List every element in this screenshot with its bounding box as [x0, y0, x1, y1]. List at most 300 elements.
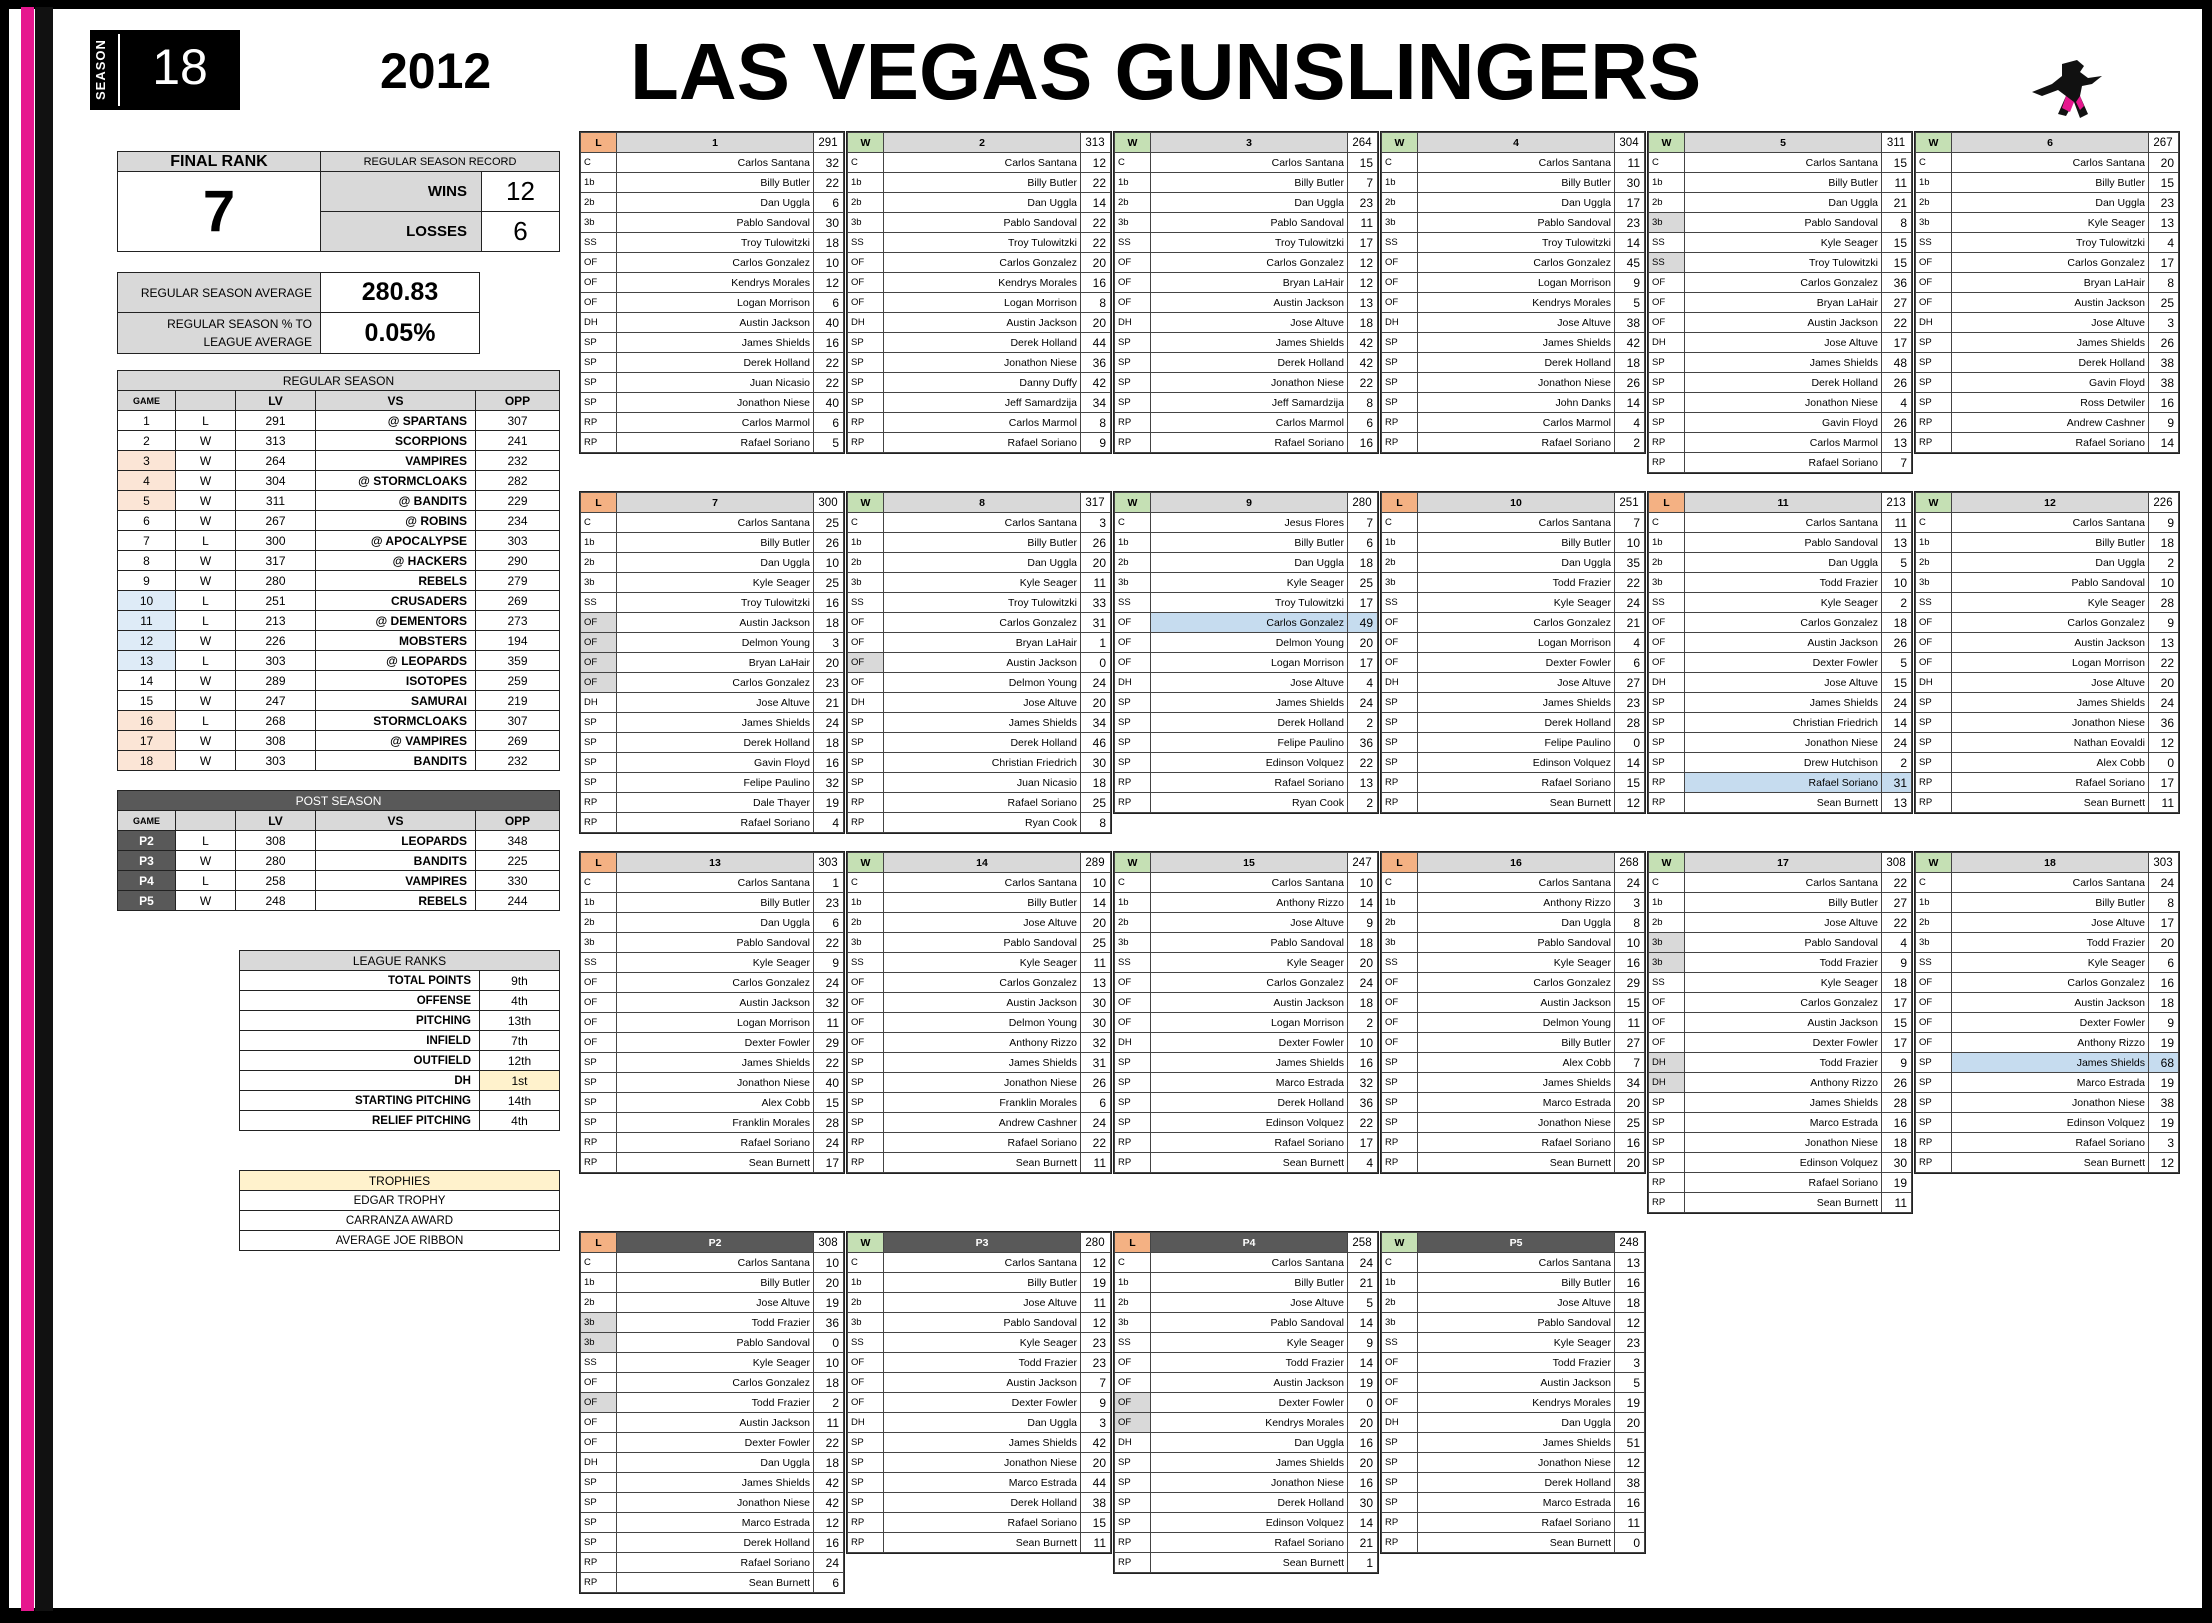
player-row — [1916, 313, 2179, 333]
position: 2b — [848, 193, 884, 213]
player-points: 36 — [1882, 273, 1912, 293]
player-points: 11 — [814, 1013, 844, 1033]
position: 2b — [1382, 193, 1418, 213]
player-points: 36 — [1348, 733, 1378, 753]
table-row — [118, 651, 560, 671]
player-row — [1649, 173, 1912, 193]
position: 1b — [1649, 533, 1685, 553]
position: OF — [1382, 973, 1418, 993]
post-season-title: POST SEASON — [118, 791, 560, 811]
player-row — [1382, 1533, 1645, 1553]
position: RP — [581, 1553, 617, 1573]
player-points: 22 — [814, 353, 844, 373]
player-points: 2 — [1348, 713, 1378, 733]
table-row — [118, 631, 560, 651]
position: RP — [1382, 773, 1418, 793]
player-row — [581, 1413, 844, 1433]
player-points: 14 — [1615, 393, 1645, 413]
player-name: Troy Tulowitzki — [1685, 253, 1882, 273]
player-points: 24 — [2149, 693, 2179, 713]
game-header — [1916, 133, 2179, 153]
position: OF — [1916, 993, 1952, 1013]
player-row — [1382, 953, 1645, 973]
player-name: Billy Butler — [1151, 173, 1348, 193]
position: RP — [1115, 793, 1151, 813]
position: SP — [581, 1533, 617, 1553]
position: SP — [848, 1453, 884, 1473]
game-result: L — [176, 611, 236, 631]
player-name: Austin Jackson — [884, 993, 1081, 1013]
player-points: 3 — [1615, 1353, 1645, 1373]
player-name: James Shields — [1418, 1433, 1615, 1453]
player-row — [581, 593, 844, 613]
player-row — [1382, 1093, 1645, 1113]
player-points: 4 — [1615, 633, 1645, 653]
player-points: 19 — [2149, 1113, 2179, 1133]
player-points: 1 — [1348, 1553, 1378, 1573]
player-row — [1916, 433, 2179, 453]
player-name: Carlos Santana — [617, 873, 814, 893]
player-name: Carlos Santana — [617, 513, 814, 533]
player-points: 22 — [1348, 373, 1378, 393]
game-result: W — [176, 451, 236, 471]
position: OF — [1382, 653, 1418, 673]
player-points: 29 — [814, 1033, 844, 1053]
position: 2b — [1916, 193, 1952, 213]
position: SP — [1649, 373, 1685, 393]
player-row — [848, 1133, 1111, 1153]
player-row — [581, 433, 844, 453]
player-name: Jose Altuve — [617, 1293, 814, 1313]
player-row — [1649, 653, 1912, 673]
player-name: Jonathon Niese — [617, 1493, 814, 1513]
position: SP — [1649, 353, 1685, 373]
position: RP — [581, 433, 617, 453]
player-name: Kyle Seager — [617, 953, 814, 973]
player-name: Dexter Fowler — [1685, 1033, 1882, 1053]
player-row — [581, 253, 844, 273]
player-points: 12 — [1348, 253, 1378, 273]
game-box-15 — [1113, 851, 1379, 1174]
game-header — [1115, 493, 1378, 513]
player-name: Logan Morrison — [1151, 653, 1348, 673]
position: OF — [1115, 1353, 1151, 1373]
player-row — [1382, 1473, 1645, 1493]
player-points: 22 — [814, 1053, 844, 1073]
player-row — [581, 413, 844, 433]
position: SP — [581, 1093, 617, 1113]
position: 2b — [1115, 193, 1151, 213]
player-points: 42 — [1081, 373, 1111, 393]
game-result: W — [848, 853, 884, 873]
player-points: 22 — [1081, 233, 1111, 253]
wins-label: WINS — [321, 172, 482, 212]
player-row — [1916, 793, 2179, 813]
player-row — [1115, 553, 1378, 573]
table-row — [118, 471, 560, 491]
player-points: 23 — [814, 893, 844, 913]
game-number: 12 — [1952, 493, 2149, 513]
game-number: 4 — [118, 471, 176, 491]
game-box-10 — [1380, 491, 1646, 814]
player-points: 17 — [1348, 233, 1378, 253]
game-header — [1382, 853, 1645, 873]
player-points: 24 — [1615, 593, 1645, 613]
player-name: Carlos Gonzalez — [1952, 973, 2149, 993]
player-points: 22 — [1081, 213, 1111, 233]
player-points: 20 — [814, 1273, 844, 1293]
player-points: 9 — [2149, 1013, 2179, 1033]
player-name: Austin Jackson — [1151, 293, 1348, 313]
player-name: Kyle Seager — [1418, 953, 1615, 973]
position: RP — [1382, 433, 1418, 453]
position: DH — [581, 693, 617, 713]
game-header — [1916, 853, 2179, 873]
position: C — [1115, 873, 1151, 893]
player-name: Derek Holland — [1151, 353, 1348, 373]
player-row — [581, 213, 844, 233]
opp-score: 348 — [476, 831, 560, 851]
player-name: Edinson Volquez — [1418, 753, 1615, 773]
position: 1b — [1115, 533, 1151, 553]
player-name: Bryan LaHair — [617, 653, 814, 673]
game-number: 6 — [118, 511, 176, 531]
player-points: 22 — [1882, 873, 1912, 893]
position: 1b — [1916, 893, 1952, 913]
player-row — [1115, 753, 1378, 773]
player-points: 20 — [1615, 1413, 1645, 1433]
player-row — [581, 953, 844, 973]
player-name: James Shields — [1151, 1453, 1348, 1473]
position: RP — [1115, 1133, 1151, 1153]
player-name: Jonathon Niese — [1952, 713, 2149, 733]
rank-row — [240, 1111, 560, 1131]
player-row — [848, 1053, 1111, 1073]
player-name: Rafael Soriano — [1151, 1533, 1348, 1553]
player-name: Carlos Santana — [884, 513, 1081, 533]
player-name: Carlos Gonzalez — [1952, 253, 2149, 273]
player-row — [1649, 433, 1912, 453]
player-points: 21 — [814, 693, 844, 713]
game-number: 18 — [118, 751, 176, 771]
player-row — [1115, 733, 1378, 753]
opp-score: 282 — [476, 471, 560, 491]
game-number: 17 — [1685, 853, 1882, 873]
player-points: 15 — [1882, 233, 1912, 253]
player-name: James Shields — [1151, 333, 1348, 353]
opp-score: 232 — [476, 451, 560, 471]
trophies-table — [239, 1170, 560, 1251]
position: RP — [848, 1533, 884, 1553]
position: 2b — [1382, 913, 1418, 933]
position: OF — [1382, 613, 1418, 633]
player-points: 5 — [1882, 653, 1912, 673]
position: OF — [848, 293, 884, 313]
player-name: Carlos Gonzalez — [884, 253, 1081, 273]
player-points: 28 — [2149, 593, 2179, 613]
player-points: 46 — [1081, 733, 1111, 753]
player-row — [1382, 413, 1645, 433]
game-header — [581, 853, 844, 873]
position: OF — [581, 293, 617, 313]
player-points: 32 — [814, 773, 844, 793]
player-name: Derek Holland — [1151, 713, 1348, 733]
opponent: VAMPIRES — [316, 451, 476, 471]
game-number: 2 — [118, 431, 176, 451]
player-points: 35 — [1615, 553, 1645, 573]
position: SS — [1649, 973, 1685, 993]
player-name: Todd Frazier — [884, 1353, 1081, 1373]
game-number: 1 — [617, 133, 814, 153]
player-points: 17 — [1348, 1133, 1378, 1153]
player-name: Dexter Fowler — [617, 1433, 814, 1453]
player-row — [1382, 773, 1645, 793]
player-name: Gavin Floyd — [1952, 373, 2149, 393]
opp-score: 269 — [476, 591, 560, 611]
position: OF — [1649, 613, 1685, 633]
position: SP — [1382, 393, 1418, 413]
position: 1b — [1916, 173, 1952, 193]
player-row — [848, 713, 1111, 733]
opponent: SAMURAI — [316, 691, 476, 711]
lv-score: 280 — [236, 571, 316, 591]
game-box-4 — [1380, 131, 1646, 454]
lv-score: 248 — [236, 891, 316, 911]
player-name: Carlos Gonzalez — [1685, 993, 1882, 1013]
player-points: 12 — [2149, 733, 2179, 753]
player-points: 20 — [1348, 1453, 1378, 1473]
position: SS — [581, 953, 617, 973]
position: DH — [581, 1453, 617, 1473]
game-number: 10 — [1418, 493, 1615, 513]
player-row — [848, 913, 1111, 933]
player-row — [1382, 293, 1645, 313]
player-row — [1916, 293, 2179, 313]
player-row — [848, 353, 1111, 373]
player-points: 11 — [1348, 213, 1378, 233]
player-row — [848, 553, 1111, 573]
player-row — [848, 393, 1111, 413]
player-name: Sean Burnett — [1418, 1153, 1615, 1173]
player-row — [581, 653, 844, 673]
player-points: 2 — [1348, 1013, 1378, 1033]
player-name: Dan Uggla — [617, 553, 814, 573]
player-row — [1649, 1193, 1912, 1213]
game-number: 2 — [884, 133, 1081, 153]
position: SP — [581, 1493, 617, 1513]
player-points: 12 — [1081, 153, 1111, 173]
player-row — [848, 1253, 1111, 1273]
player-name: Carlos Santana — [884, 1253, 1081, 1273]
player-name: Billy Butler — [1418, 1033, 1615, 1053]
game-box-12 — [1914, 491, 2180, 814]
player-points: 4 — [1882, 933, 1912, 953]
player-points: 8 — [1081, 813, 1111, 833]
player-points: 9 — [1081, 1393, 1111, 1413]
player-row — [1649, 393, 1912, 413]
game-total: 226 — [2149, 493, 2179, 513]
player-row — [1916, 1053, 2179, 1073]
player-points: 21 — [1615, 613, 1645, 633]
opponent: BANDITS — [316, 751, 476, 771]
position: C — [581, 513, 617, 533]
player-name: Ross Detwiler — [1952, 393, 2149, 413]
position: 3b — [581, 933, 617, 953]
player-row — [848, 573, 1111, 593]
player-points: 18 — [814, 733, 844, 753]
position: RP — [1916, 793, 1952, 813]
position: OF — [848, 1393, 884, 1413]
player-points: 15 — [1882, 153, 1912, 173]
post-season-table — [117, 790, 560, 911]
player-points: 8 — [1615, 913, 1645, 933]
player-row — [1382, 1353, 1645, 1373]
player-points: 12 — [1081, 1253, 1111, 1273]
game-result: W — [1115, 853, 1151, 873]
position: OF — [1115, 1013, 1151, 1033]
player-row — [1916, 613, 2179, 633]
position: SS — [848, 1333, 884, 1353]
position: SP — [581, 753, 617, 773]
game-number: 5 — [118, 491, 176, 511]
position: SP — [1649, 733, 1685, 753]
player-row — [581, 533, 844, 553]
player-name: Todd Frazier — [1685, 1053, 1882, 1073]
opp-score: 290 — [476, 551, 560, 571]
player-name: Todd Frazier — [1685, 573, 1882, 593]
player-row — [1115, 1133, 1378, 1153]
player-points: 10 — [2149, 573, 2179, 593]
player-points: 30 — [1081, 1013, 1111, 1033]
player-row — [1382, 933, 1645, 953]
player-row — [1382, 1453, 1645, 1473]
player-name: Carlos Santana — [617, 153, 814, 173]
player-name: James Shields — [1952, 333, 2149, 353]
position: RP — [1115, 1153, 1151, 1173]
position: C — [1649, 153, 1685, 173]
player-points: 14 — [1615, 753, 1645, 773]
player-points: 20 — [2149, 933, 2179, 953]
player-name: Pablo Sandoval — [617, 213, 814, 233]
player-points: 34 — [1081, 713, 1111, 733]
position: OF — [1649, 273, 1685, 293]
player-row — [1382, 153, 1645, 173]
player-points: 11 — [1081, 573, 1111, 593]
player-name: Carlos Gonzalez — [1418, 253, 1615, 273]
player-row — [1916, 213, 2179, 233]
player-name: Edinson Volquez — [1151, 753, 1348, 773]
player-row — [1649, 933, 1912, 953]
player-points: 2 — [1882, 593, 1912, 613]
position: OF — [581, 613, 617, 633]
player-name: Austin Jackson — [884, 1373, 1081, 1393]
player-name: Jose Altuve — [1418, 673, 1615, 693]
position: SP — [1115, 1513, 1151, 1533]
player-name: Rafael Soriano — [1685, 453, 1882, 473]
position: SP — [1649, 393, 1685, 413]
player-name: Austin Jackson — [1685, 313, 1882, 333]
player-points: 32 — [814, 993, 844, 1013]
table-row — [118, 851, 560, 871]
player-name: Dan Uggla — [617, 193, 814, 213]
player-name: Carlos Marmol — [1418, 413, 1615, 433]
player-points: 6 — [1348, 413, 1378, 433]
player-name: Rafael Soriano — [1418, 773, 1615, 793]
player-name: Dexter Fowler — [884, 1393, 1081, 1413]
position: SS — [1115, 593, 1151, 613]
player-points: 31 — [1081, 613, 1111, 633]
player-points: 27 — [1882, 893, 1912, 913]
player-row — [1115, 573, 1378, 593]
player-name: Carlos Santana — [1685, 873, 1882, 893]
player-name: Rafael Soriano — [1151, 773, 1348, 793]
position: RP — [848, 813, 884, 833]
player-row — [1115, 1013, 1378, 1033]
table-row — [118, 551, 560, 571]
player-row — [1649, 513, 1912, 533]
position: OF — [1916, 613, 1952, 633]
position: RP — [1115, 1553, 1151, 1573]
position: OF — [1115, 1373, 1151, 1393]
player-name: James Shields — [1685, 353, 1882, 373]
player-points: 12 — [1348, 273, 1378, 293]
opponent: @ DEMENTORS — [316, 611, 476, 631]
game-total: 267 — [2149, 133, 2179, 153]
player-points: 26 — [1882, 413, 1912, 433]
player-name: Kendrys Morales — [1418, 1393, 1615, 1413]
player-name: Kyle Seager — [1151, 1333, 1348, 1353]
player-name: Logan Morrison — [1418, 273, 1615, 293]
player-points: 8 — [2149, 273, 2179, 293]
player-row — [1115, 633, 1378, 653]
player-name: Todd Frazier — [1685, 953, 1882, 973]
player-points: 25 — [814, 513, 844, 533]
player-row — [581, 1333, 844, 1353]
player-row — [581, 813, 844, 833]
player-row — [848, 513, 1111, 533]
position: RP — [1382, 1133, 1418, 1153]
player-name: Carlos Gonzalez — [617, 1373, 814, 1393]
player-name: Austin Jackson — [1952, 993, 2149, 1013]
position: 2b — [1382, 1293, 1418, 1313]
game-total: 308 — [1882, 853, 1912, 873]
player-row — [1382, 193, 1645, 213]
player-name: Dan Uggla — [1151, 1433, 1348, 1453]
player-name: Pablo Sandoval — [617, 933, 814, 953]
lv-score: 308 — [236, 831, 316, 851]
position: C — [848, 513, 884, 533]
player-row — [1382, 1273, 1645, 1293]
player-name: Jose Altuve — [1952, 913, 2149, 933]
position: C — [1115, 513, 1151, 533]
player-name: Danny Duffy — [884, 373, 1081, 393]
player-points: 30 — [1081, 993, 1111, 1013]
position: SP — [848, 353, 884, 373]
player-points: 17 — [1882, 993, 1912, 1013]
player-name: Bryan LaHair — [1151, 273, 1348, 293]
game-number: 1 — [118, 411, 176, 431]
player-row — [1916, 1133, 2179, 1153]
player-row — [1115, 1393, 1378, 1413]
player-name: Alex Cobb — [1952, 753, 2149, 773]
player-name: Dexter Fowler — [1418, 653, 1615, 673]
player-row — [1382, 1153, 1645, 1173]
player-name: Austin Jackson — [884, 313, 1081, 333]
player-points: 26 — [2149, 333, 2179, 353]
player-name: James Shields — [1151, 693, 1348, 713]
game-header — [848, 853, 1111, 873]
position: SP — [581, 393, 617, 413]
